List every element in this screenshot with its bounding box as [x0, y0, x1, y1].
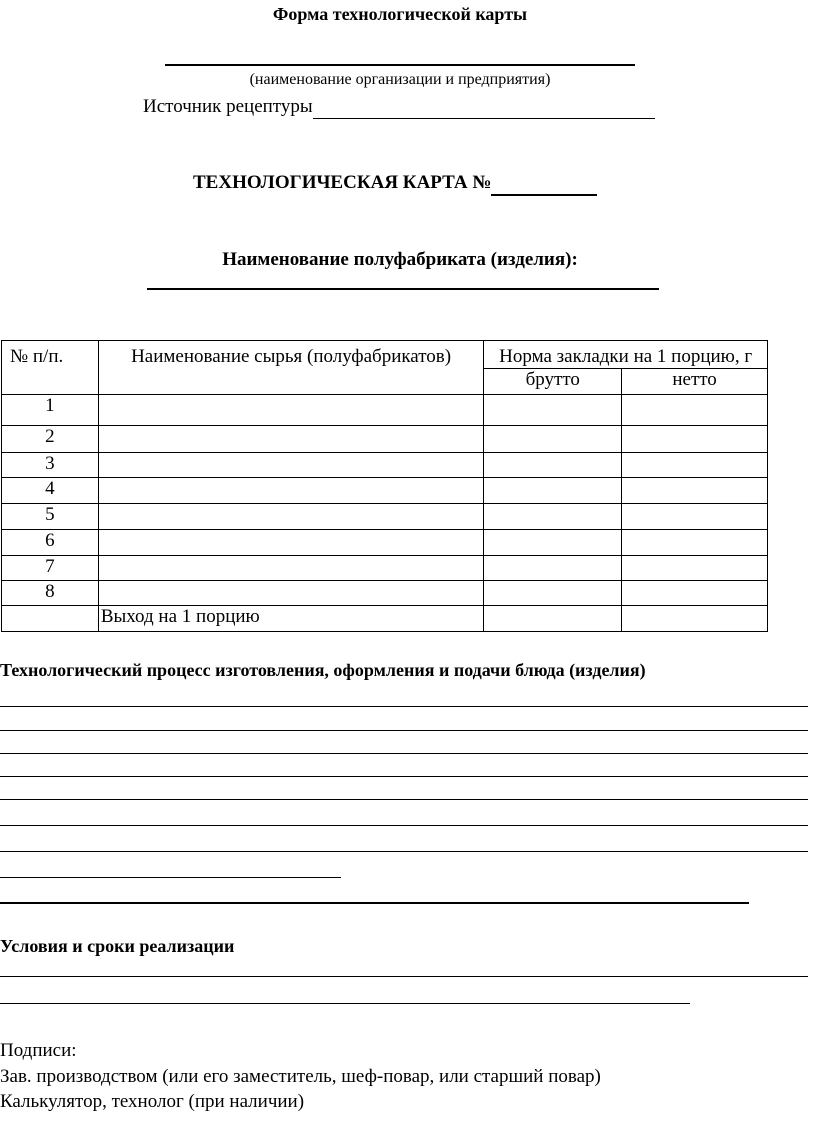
product-name-label: Наименование полуфабриката (изделия):: [222, 249, 578, 270]
conditions-title: Условия и сроки реализации: [0, 936, 235, 956]
net-cell[interactable]: [622, 453, 768, 478]
net-cell[interactable]: [622, 426, 768, 453]
row-number: 7: [2, 556, 99, 581]
conditions-line[interactable]: [0, 1003, 690, 1004]
yield-number-cell: [2, 606, 99, 632]
card-title-row: [193, 172, 597, 196]
product-name-line[interactable]: [147, 288, 659, 290]
raw-material-cell[interactable]: [98, 426, 484, 453]
card-number-field[interactable]: [491, 172, 597, 196]
process-line[interactable]: [0, 776, 808, 777]
row-number: 3: [2, 453, 99, 478]
raw-material-cell[interactable]: [98, 478, 484, 504]
row-number: 4: [2, 478, 99, 504]
row-number: 1: [2, 395, 99, 426]
header-number: № п/п.: [2, 341, 99, 395]
form-title: Форма технологической карты: [272, 4, 528, 24]
row-number: 8: [2, 581, 99, 606]
gross-cell[interactable]: [484, 426, 622, 453]
header-gross: брутто: [484, 369, 622, 395]
header-raw-material: Наименование сырья (полуфабрикатов): [98, 341, 484, 395]
process-line[interactable]: [0, 799, 808, 800]
signature-calculator: Калькулятор, технолог (при наличии): [0, 1091, 305, 1112]
table-row: [2, 556, 768, 581]
header-norm: Норма закладки на 1 порцию, г: [484, 341, 768, 369]
gross-cell[interactable]: [484, 556, 622, 581]
table-row: [2, 453, 768, 478]
recipe-source-row: [143, 96, 655, 119]
card-title: ТЕХНОЛОГИЧЕСКАЯ КАРТА №: [193, 172, 492, 193]
organization-caption: (наименование организации и предприятия): [249, 71, 551, 88]
process-line[interactable]: [0, 753, 808, 754]
gross-cell[interactable]: [484, 453, 622, 478]
ingredients-table: [1, 340, 768, 632]
organization-name-line[interactable]: [165, 64, 635, 66]
net-cell[interactable]: [622, 581, 768, 606]
net-cell[interactable]: [622, 556, 768, 581]
process-title: Технологический процесс изготовления, оформления и подачи блюда (изделия): [0, 660, 646, 680]
header-net: нетто: [622, 369, 768, 395]
process-line[interactable]: [0, 730, 808, 731]
raw-material-cell[interactable]: [98, 556, 484, 581]
net-cell[interactable]: [622, 395, 768, 426]
raw-material-cell[interactable]: [98, 581, 484, 606]
process-line[interactable]: [0, 825, 808, 826]
net-cell[interactable]: [622, 504, 768, 530]
net-cell[interactable]: [622, 478, 768, 504]
net-cell[interactable]: [622, 530, 768, 556]
yield-label: Выход на 1 порцию: [98, 606, 484, 632]
row-number: 6: [2, 530, 99, 556]
process-line[interactable]: [0, 706, 808, 707]
table-row: [2, 426, 768, 453]
raw-material-cell[interactable]: [98, 530, 484, 556]
gross-cell[interactable]: [484, 581, 622, 606]
raw-material-cell[interactable]: [98, 453, 484, 478]
table-row: [2, 478, 768, 504]
row-number: 5: [2, 504, 99, 530]
yield-gross-cell[interactable]: [484, 606, 622, 632]
gross-cell[interactable]: [484, 530, 622, 556]
conditions-line[interactable]: [0, 976, 808, 977]
row-number: 2: [2, 426, 99, 453]
process-line[interactable]: [0, 877, 341, 878]
process-line[interactable]: [0, 902, 749, 904]
raw-material-cell[interactable]: [98, 395, 484, 426]
table-row: [2, 581, 768, 606]
table-row: [2, 530, 768, 556]
process-line[interactable]: [0, 851, 808, 852]
recipe-source-field[interactable]: [313, 96, 655, 119]
raw-material-cell[interactable]: [98, 504, 484, 530]
signatures-title: Подписи:: [0, 1040, 77, 1061]
table-row: [2, 504, 768, 530]
gross-cell[interactable]: [484, 478, 622, 504]
yield-row: [2, 606, 768, 632]
signature-production-head: Зав. производством (или его заместитель, шеф-повар, или старший повар): [0, 1066, 601, 1087]
yield-net-cell[interactable]: [622, 606, 768, 632]
recipe-source-label: Источник рецептуры: [143, 96, 313, 117]
gross-cell[interactable]: [484, 504, 622, 530]
table-row: [2, 395, 768, 426]
gross-cell[interactable]: [484, 395, 622, 426]
